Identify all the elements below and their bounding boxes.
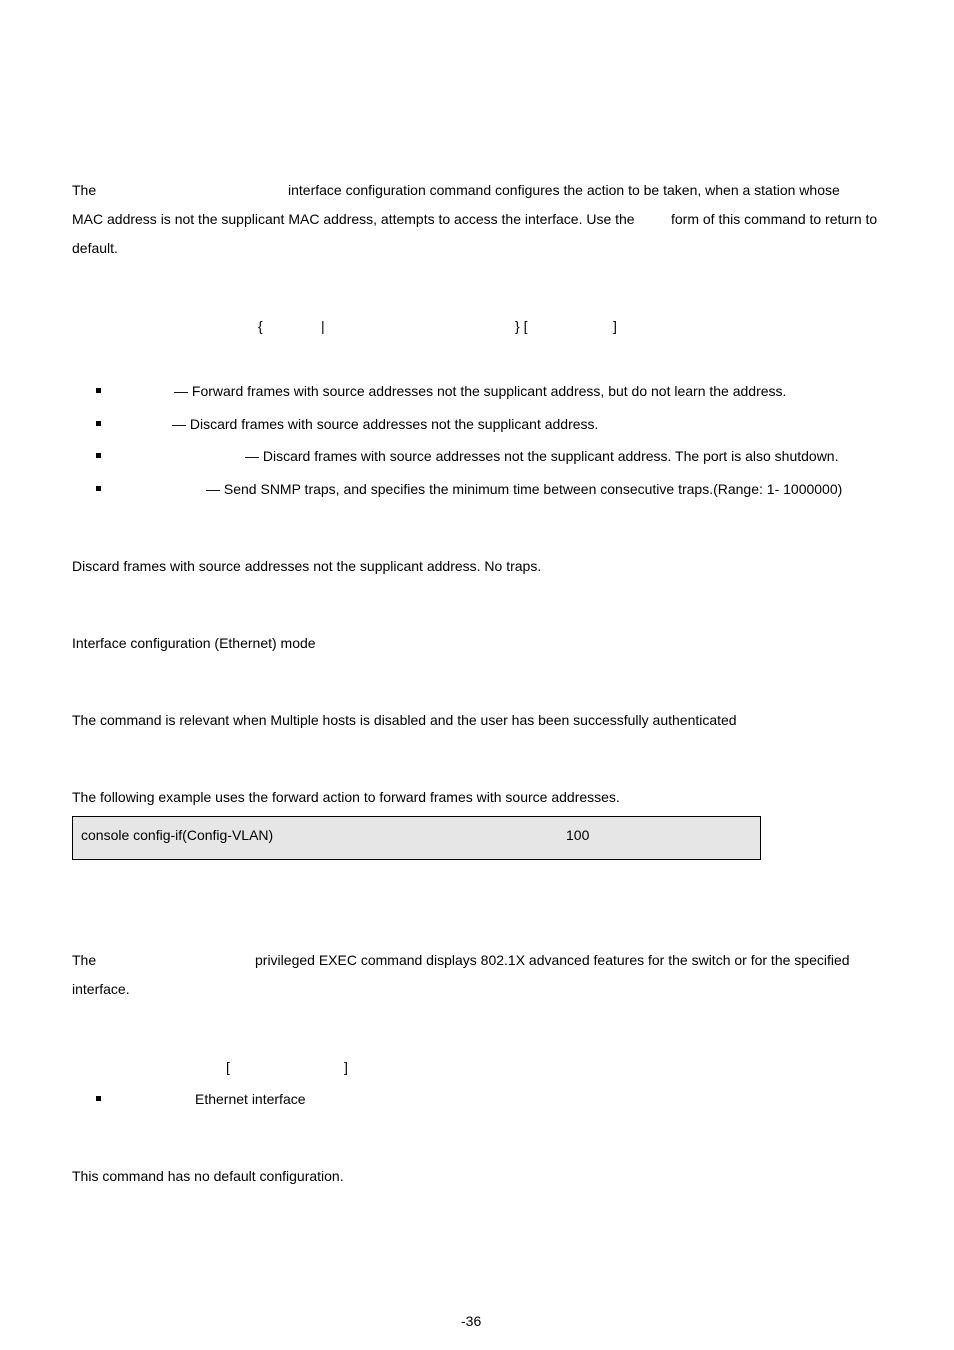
intro-line-3: default. bbox=[72, 240, 118, 256]
param-discard: — Discard frames with source addresses not the supplicant address. bbox=[172, 416, 599, 432]
intro-line-1: interface configuration command configures the action to be taken, when a station whose bbox=[288, 182, 840, 198]
bullet-marker bbox=[96, 388, 101, 393]
syntax-close-bracket: ] bbox=[613, 318, 617, 334]
section2-intro-line-1: privileged EXEC command displays 802.1X advanced features for the switch or for the specified bbox=[255, 952, 850, 968]
usage-text: The command is relevant when Multiple hosts is disabled and the user has been successfully authenticated bbox=[72, 712, 737, 728]
syntax-open-brace: { bbox=[258, 318, 263, 334]
command-mode-text: Interface configuration (Ethernet) mode bbox=[72, 635, 316, 651]
intro-line-2b: form of this command to return to bbox=[671, 211, 878, 227]
bullet-marker bbox=[96, 453, 101, 458]
param-discard-shutdown: — Discard frames with source addresses not the supplicant address. The port is also shutdown. bbox=[245, 448, 839, 464]
syntax-close-brace: } [ bbox=[515, 318, 528, 334]
default-config-text: Discard frames with source addresses not the supplicant address. No traps. bbox=[72, 558, 542, 574]
section2-default-text: This command has no default configuration. bbox=[72, 1168, 344, 1184]
param-trap: — Send SNMP traps, and specifies the minimum time between consecutive traps.(Range: 1- 1000000) bbox=[206, 481, 843, 497]
bullet-marker bbox=[96, 1096, 101, 1101]
example-prompt: console config-if(Config-VLAN) bbox=[81, 827, 274, 843]
section2-intro-line-2: interface. bbox=[72, 981, 130, 997]
example-value: 100 bbox=[566, 827, 590, 843]
syntax-pipe: | bbox=[321, 318, 325, 334]
bullet-marker bbox=[96, 486, 101, 491]
section2-syntax-close: ] bbox=[344, 1059, 348, 1075]
section2-param-interface: Ethernet interface bbox=[195, 1091, 306, 1107]
page-number: -36 bbox=[461, 1313, 482, 1329]
param-forward: — Forward frames with source addresses not the supplicant address, but do not learn the address. bbox=[174, 383, 787, 399]
intro-line-2a: MAC address is not the supplicant MAC address, attempts to access the interface. Use the bbox=[72, 211, 635, 227]
intro-the: The bbox=[72, 182, 97, 198]
section2-intro-the: The bbox=[72, 952, 97, 968]
example-intro-text: The following example uses the forward action to forward frames with source addresses. bbox=[72, 789, 620, 805]
section2-syntax-open: [ bbox=[226, 1059, 230, 1075]
bullet-marker bbox=[96, 421, 101, 426]
